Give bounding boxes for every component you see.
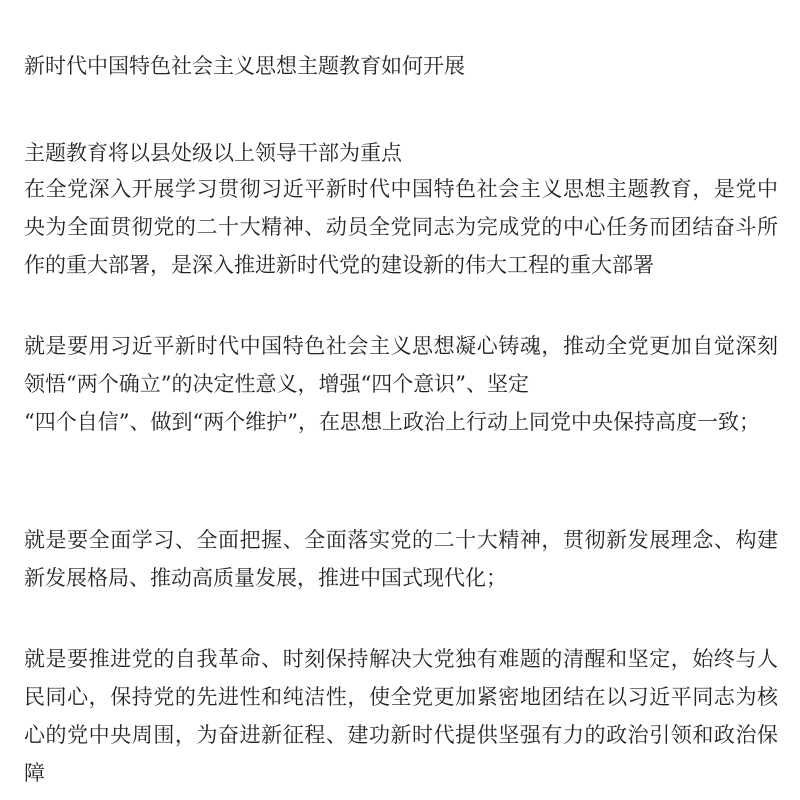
paragraph-3 xyxy=(24,521,778,597)
paragraph-line: 领悟“两个确立”的决定性意义，增强“四个意识”、坚定 xyxy=(24,372,529,396)
section-heading: 主题教育将以县处级以上领导干部为重点 xyxy=(24,141,402,165)
paragraph-line: 在全党深入开展学习贯彻习近平新时代中国特色社会主义思想主题教育，是党中 xyxy=(24,177,778,201)
paragraph-line: “四个自信”、做到“两个维护”，在思想上政治上行动上同党中央保持高度一致； xyxy=(24,410,760,434)
paragraph-4 xyxy=(24,640,778,792)
document-title: 新时代中国特色社会主义思想主题教育如何开展 xyxy=(24,54,465,78)
paragraph-line: 就是要推进党的自我革命、时刻保持解决大党独有难题的清醒和坚定，始终与人 xyxy=(24,647,778,671)
paragraph-line: 心的党中央周围，为奋进新征程、建功新时代提供坚强有力的政治引领和政治保 xyxy=(24,723,778,747)
paragraph-1 xyxy=(24,170,778,284)
paragraph-line: 民同心，保持党的先进性和纯洁性，使全党更加紧密地团结在以习近平同志为核 xyxy=(24,685,778,709)
paragraph-line: 就是要全面学习、全面把握、全面落实党的二十大精神，贯彻新发展理念、构建 xyxy=(24,528,778,552)
paragraph-line: 作的重大部署，是深入推进新时代党的建设新的伟大工程的重大部署 xyxy=(24,253,654,277)
paragraph-2 xyxy=(24,327,778,441)
paragraph-line: 央为全面贯彻党的二十大精神、动员全党同志为完成党的中心任务而团结奋斗所 xyxy=(24,215,778,239)
paragraph-line: 新发展格局、推动高质量发展，推进中国式现代化； xyxy=(24,566,507,590)
paragraph-line: 就是要用习近平新时代中国特色社会主义思想凝心铸魂，推动全党更加自觉深刻 xyxy=(24,334,778,358)
paragraph-line: 障 xyxy=(24,761,45,785)
